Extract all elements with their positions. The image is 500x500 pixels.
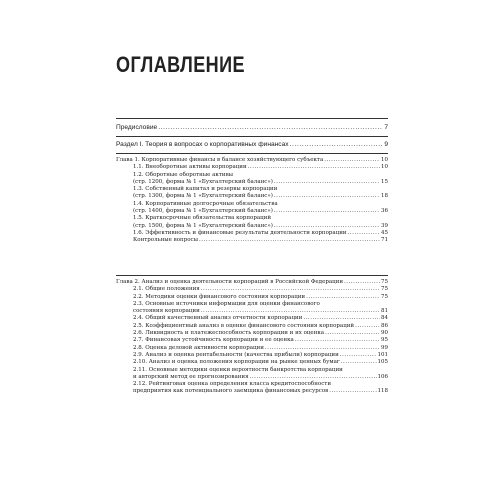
toc-entry-text: 2.4. Общий качественный анализ отчетности корпорации	[133, 315, 303, 322]
toc-entry-page: 101	[377, 351, 388, 358]
toc-entry-text: Раздел I. Теория в вопросах о корпоративных финансах	[116, 141, 289, 148]
toc-entry-2-3[interactable]	[116, 301, 388, 316]
leader-dots	[306, 294, 380, 301]
toc-entry-page: 10	[381, 157, 388, 163]
toc-entry-text: Глава 1. Корпоративные финансы в балансе хозяйствующего субъекта	[116, 157, 324, 163]
toc-entry-text: 2.2. Методики оценки финансового состояния корпорации	[133, 293, 306, 300]
toc-entry-1-3[interactable]	[116, 186, 388, 201]
toc-chapter2-block	[116, 279, 388, 396]
leader-dots	[325, 330, 380, 337]
toc-entry-text: состояния корпорации	[133, 308, 200, 315]
toc-entry-page: 36	[381, 208, 388, 215]
leader-dots	[158, 124, 383, 131]
toc-entry-text: 2.8. Оценка деловой активности корпорации	[133, 344, 264, 351]
toc-entry-text: Глава 2. Анализ и оценка деятельности корпораций в Российской Федерации	[116, 279, 343, 285]
separator-rule	[116, 275, 388, 276]
toc-entry-page: 39	[381, 222, 388, 229]
toc-entry-2-8[interactable]	[116, 345, 388, 352]
toc-entry-2-1[interactable]	[116, 286, 388, 293]
toc-preface-block	[116, 124, 388, 131]
toc-entry-text-line1: 2.3. Основные источники информации для оценки финансового	[133, 300, 320, 307]
toc-entry-review-questions[interactable]	[116, 237, 388, 244]
leader-dots	[248, 164, 380, 171]
toc-entry-1-4[interactable]	[116, 201, 388, 216]
toc-entry-text: (стр. 1200, форма № 1 «Бухгалтерский баланс»)	[133, 178, 273, 185]
toc-entry-1-6[interactable]	[116, 230, 388, 237]
toc-entry-section1[interactable]	[116, 141, 388, 148]
toc-entry-text-line1: 1.2. Оборотные оборотные активы	[133, 171, 234, 178]
toc-entry-2-12[interactable]	[116, 381, 388, 396]
toc-entry-text: 2.6. Ликвидность и платежеспособность корпорации и их оценка	[133, 330, 325, 337]
toc-entry-page: 71	[381, 237, 388, 244]
toc-entry-2-7[interactable]	[116, 337, 388, 344]
leader-dots	[341, 359, 377, 366]
toc-entry-page: 106	[377, 373, 388, 380]
leader-dots	[274, 223, 380, 230]
leader-dots	[274, 193, 380, 200]
leader-dots	[355, 323, 380, 330]
toc-entry-text: 2.5. Коэффициентный анализ в оценке финансового состояния корпораций	[133, 322, 355, 329]
toc-entry-page: 81	[381, 308, 388, 315]
toc-entry-1-1[interactable]	[116, 164, 388, 171]
leader-dots	[265, 345, 380, 352]
toc-entry-text: (стр. 1400, форма № 1 «Бухгалтерский баланс»)	[133, 208, 273, 215]
toc-entry-text-line1: 1.3. Собственный капитал и резервы корпорации	[133, 186, 278, 193]
leader-dots	[274, 179, 380, 186]
toc-entry-page: 105	[377, 359, 388, 366]
toc-entry-2-2[interactable]	[116, 294, 388, 301]
leader-dots	[290, 141, 384, 148]
leader-dots	[274, 208, 380, 215]
leader-dots	[340, 352, 377, 359]
toc-entry-2-6[interactable]	[116, 330, 388, 337]
toc-section1-block	[116, 141, 388, 148]
toc-entry-2-10[interactable]	[116, 359, 388, 366]
toc-entry-text: (стр. 1500, форма № 1 «Бухгалтерский баланс»)	[133, 222, 273, 229]
toc-entry-text-line1: 2.11. Основные методики оценки вероятности банкротства корпорации	[133, 366, 343, 373]
toc-entry-page: 45	[381, 229, 388, 236]
toc-entry-page: 95	[381, 337, 388, 344]
toc-entry-text: (стр. 1300, форма № 1 «Бухгалтерский баланс»)	[133, 193, 273, 200]
toc-entry-page: 99	[381, 344, 388, 351]
page-title: ОГЛАВЛЕНИЕ	[116, 52, 245, 77]
toc-entry-2-11[interactable]	[116, 367, 388, 382]
top-rule	[116, 118, 388, 119]
toc-entry-text: Предисловие	[116, 124, 158, 131]
toc-entry-2-5[interactable]	[116, 323, 388, 330]
leader-dots	[324, 157, 380, 164]
leader-dots	[199, 237, 380, 244]
toc-entry-page: 75	[381, 286, 388, 293]
leader-dots	[295, 337, 380, 344]
toc-entry-page: 15	[381, 178, 388, 185]
toc-entry-text-line1: 2.12. Рейтинговая оценка определения класса кредитоспособности	[133, 381, 331, 388]
toc-entry-text: 2.1. Общие положения	[133, 286, 200, 293]
leader-dots	[303, 315, 380, 322]
toc-entry-text-line1: 1.4. Корпоративные долгосрочные обязательства	[133, 200, 278, 207]
leader-dots	[201, 286, 380, 293]
separator-rule	[116, 136, 388, 137]
leader-dots	[329, 388, 376, 395]
leader-dots	[348, 230, 380, 237]
toc-entry-page: 9	[384, 141, 388, 148]
toc-entry-preface[interactable]	[116, 124, 388, 131]
toc-entry-text-line1: 1.5. Краткосрочные обязательства корпораций	[133, 215, 272, 222]
toc-entry-text: 2.10. Анализ и оценка положения корпорации на рынке ценных бумаг	[133, 359, 340, 366]
toc-entry-2-4[interactable]	[116, 315, 388, 322]
toc-entry-page: 75	[381, 293, 388, 300]
toc-entry-page: 75	[381, 279, 388, 285]
toc-entry-text: Контрольные вопросы	[133, 237, 199, 244]
toc-entry-page: 84	[381, 315, 388, 322]
toc-entry-text: 2.7. Финансовая устойчивость корпорации и ее оценка	[133, 337, 294, 344]
toc-entry-page: 18	[381, 193, 388, 200]
toc-entry-1-2[interactable]	[116, 172, 388, 187]
toc-entry-1-5[interactable]	[116, 215, 388, 230]
toc-entry-text: 2.9. Анализ и оценка рентабельности (качества прибыли) корпорации	[133, 351, 339, 358]
toc-entry-text: 1.6. Эффективность и финансовые результаты деятельности корпорации	[133, 229, 347, 236]
toc-entry-page: 86	[381, 322, 388, 329]
toc-entry-page: 90	[381, 330, 388, 337]
leader-dots	[344, 279, 380, 286]
toc-entry-page: 10	[381, 164, 388, 171]
toc-entry-text: 1.1. Внеоборотные активы корпорации	[133, 164, 247, 171]
toc-entry-page: 7	[384, 124, 388, 131]
toc-entry-page: 118	[377, 388, 388, 395]
toc-entry-text: и авторский метод ее прогнозирования	[133, 373, 249, 380]
toc-chapter1-block	[116, 157, 388, 245]
separator-rule	[116, 153, 388, 154]
toc-entry-text: предприятия как потенциального заемщика финансовых ресурсов	[133, 388, 329, 395]
